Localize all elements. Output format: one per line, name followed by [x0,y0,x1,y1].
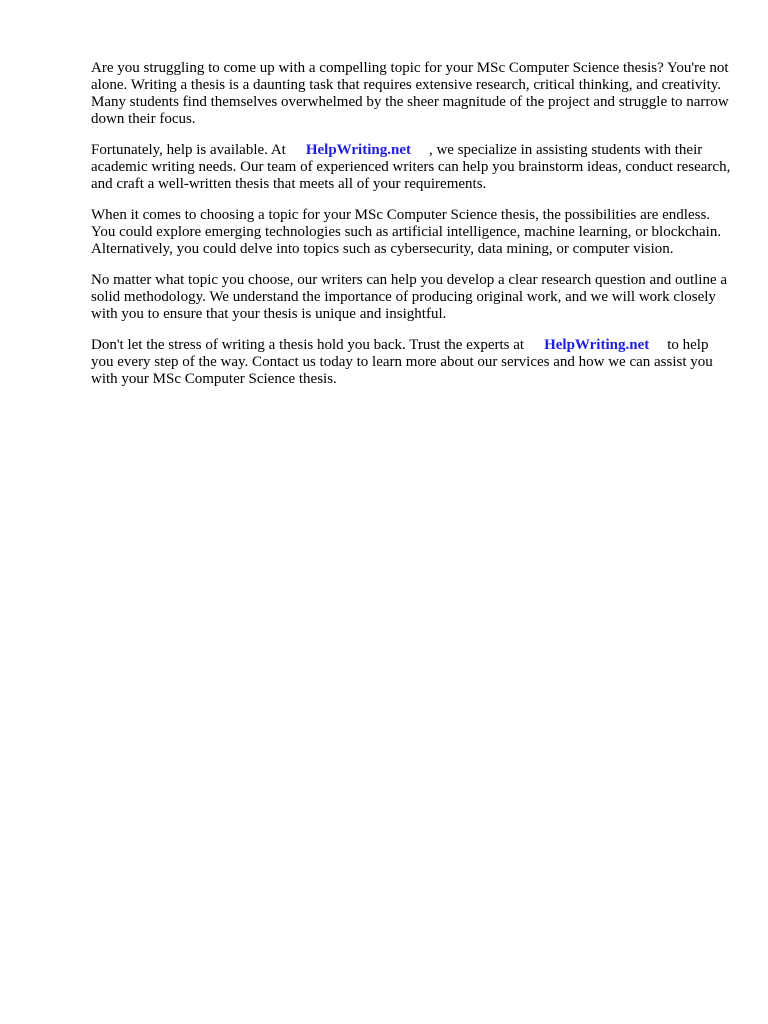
paragraph-cta-text-before: Don't let the stress of writing a thesis hold you back. Trust the experts at [91,337,525,353]
helpwriting-link[interactable]: HelpWriting.net [305,142,411,158]
paragraph-intro [91,60,731,128]
paragraph-help-text-before: Fortunately, help is available. At [91,142,286,158]
paragraph-methodology [91,272,731,323]
paragraph-topics [91,207,731,258]
paragraph-topics-text: When it comes to choosing a topic for your MSc Computer Science thesis, the possibilities are endless. You could explore emerging technologies such as artificial intelligence, machine learning, or blockchain. Alternatively, you could delve into topics such as cybersecurity, data mining, or computer vision. [91,207,722,257]
paragraph-help-text-after: , we specialize in assisting students with their academic writing needs. Our team of experienced writers can help you brainstorm ideas, conduct research, and craft a well-written thesis that meets all of your requirements. [91,142,731,192]
paragraph-call-to-action [91,337,731,388]
paragraph-methodology-text: No matter what topic you choose, our writers can help you develop a clear research question and outline a solid methodology. We understand the importance of producing original work, and we will work closely with you to ensure that your thesis is unique and insightful. [91,272,728,322]
paragraph-help-available [91,142,731,193]
paragraph-cta-text-after: to help you every step of the way. Contact us today to learn more about our services and how we can assist you with your MSc Computer Science thesis. [91,337,713,387]
helpwriting-link-cta[interactable]: HelpWriting.net [544,337,650,353]
paragraph-intro-text: Are you struggling to come up with a compelling topic for your MSc Computer Science thesis? You're not alone. Writing a thesis is a daunting task that requires extensive research, critical thinking, and creativity. Many students find themselves overwhelmed by the sheer magnitude of the project and struggle to narrow down their focus. [91,60,729,127]
document-body [91,60,731,402]
